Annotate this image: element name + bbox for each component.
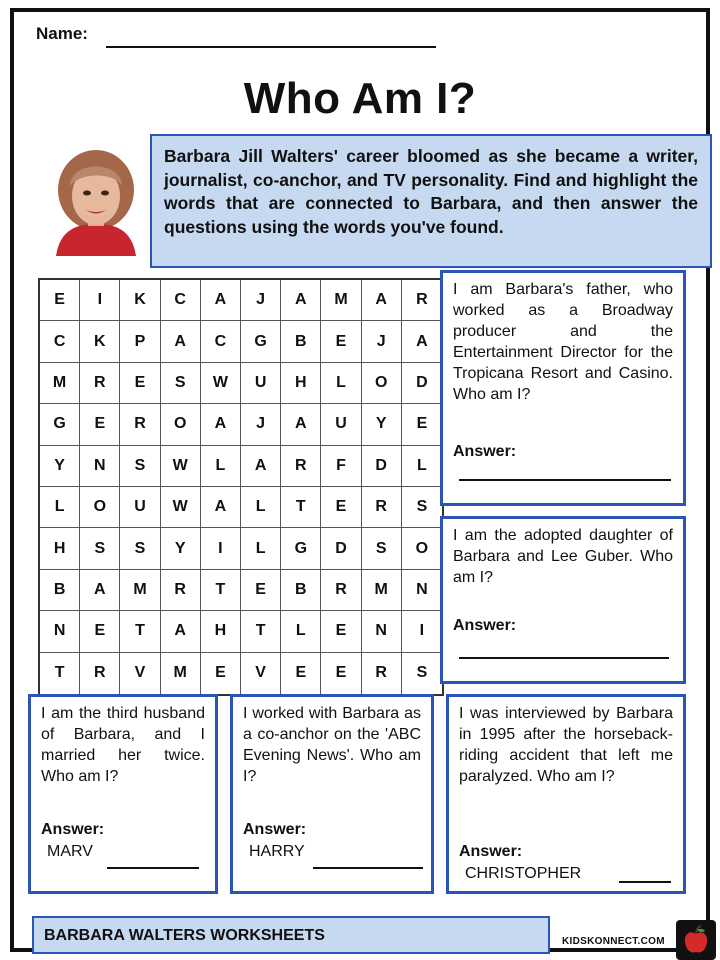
question-text-5: I was interviewed by Barbara in 1995 after the horseback-riding accident that left me paralyzed. Who am I?: [459, 705, 673, 785]
grid-cell[interactable]: E: [241, 570, 281, 611]
grid-cell[interactable]: I: [201, 528, 241, 569]
answer-line-2[interactable]: [459, 657, 669, 659]
grid-cell[interactable]: V: [120, 653, 160, 694]
question-box-2: [440, 516, 686, 684]
question-text-4: I worked with Barbara as a co-anchor on the 'ABC Evening News'. Who am I?: [243, 705, 421, 785]
grid-cell[interactable]: G: [40, 404, 80, 445]
answer-line-1[interactable]: [459, 479, 671, 481]
grid-cell[interactable]: D: [362, 446, 402, 487]
grid-cell[interactable]: Y: [362, 404, 402, 445]
grid-cell[interactable]: K: [120, 280, 160, 321]
grid-cell[interactable]: V: [241, 653, 281, 694]
name-label: Name:: [36, 24, 88, 43]
intro-box: Barbara Jill Walters' career bloomed as she became a writer, journalist, co-anchor, and TV personality. Find and highlight the words that are connected to Barbara, and then answer the questions using the words you've found.: [150, 134, 712, 268]
grid-cell[interactable]: D: [402, 363, 442, 404]
grid-cell[interactable]: J: [362, 321, 402, 362]
grid-cell[interactable]: U: [120, 487, 160, 528]
word-search-grid[interactable]: [38, 278, 444, 696]
page-title: Who Am I?: [243, 74, 477, 123]
question-text-3: I am the third husband of Barbara, and I married her twice. Who am I?: [41, 705, 205, 785]
question-text-2: I am the adopted daughter of Barbara and Lee Guber. Who am I?: [453, 527, 673, 586]
grid-cell[interactable]: E: [321, 487, 361, 528]
answer-value-5[interactable]: CHRISTOPHER: [465, 865, 582, 882]
question-box-1: [440, 270, 686, 506]
grid-cell[interactable]: A: [80, 570, 120, 611]
grid-cell[interactable]: R: [120, 404, 160, 445]
grid-cell[interactable]: N: [362, 611, 402, 652]
grid-cell[interactable]: K: [80, 321, 120, 362]
grid-cell[interactable]: E: [80, 404, 120, 445]
grid-cell[interactable]: S: [120, 446, 160, 487]
grid-cell[interactable]: R: [161, 570, 201, 611]
grid-cell[interactable]: O: [80, 487, 120, 528]
grid-cell[interactable]: A: [281, 404, 321, 445]
grid-cell[interactable]: T: [120, 611, 160, 652]
grid-cell[interactable]: T: [281, 487, 321, 528]
grid-cell[interactable]: R: [402, 280, 442, 321]
grid-cell[interactable]: A: [201, 280, 241, 321]
grid-cell[interactable]: L: [402, 446, 442, 487]
grid-cell[interactable]: Y: [40, 446, 80, 487]
grid-cell[interactable]: A: [362, 280, 402, 321]
answer-label-5: Answer:: [459, 843, 523, 860]
grid-cell[interactable]: A: [161, 321, 201, 362]
footer-title: BARBARA WALTERS WORKSHEETS: [32, 916, 550, 954]
grid-cell[interactable]: C: [161, 280, 201, 321]
grid-cell[interactable]: M: [161, 653, 201, 694]
grid-cell[interactable]: N: [402, 570, 442, 611]
grid-cell[interactable]: A: [281, 280, 321, 321]
grid-cell[interactable]: M: [40, 363, 80, 404]
answer-value-3[interactable]: MARV: [47, 843, 93, 860]
grid-cell[interactable]: M: [321, 280, 361, 321]
grid-cell[interactable]: R: [362, 487, 402, 528]
name-line[interactable]: [106, 46, 436, 48]
grid-cell[interactable]: F: [321, 446, 361, 487]
answer-line-5[interactable]: [619, 881, 671, 883]
grid-cell[interactable]: G: [241, 321, 281, 362]
grid-cell[interactable]: H: [40, 528, 80, 569]
grid-cell[interactable]: E: [321, 321, 361, 362]
grid-cell[interactable]: S: [416, 664, 428, 682]
grid-cell[interactable]: B: [40, 570, 80, 611]
grid-cell[interactable]: E: [281, 653, 321, 694]
grid-cell[interactable]: O: [161, 404, 201, 445]
answer-label-4: Answer:: [243, 821, 307, 838]
grid-cell[interactable]: L: [40, 487, 80, 528]
grid-cell[interactable]: S: [120, 528, 160, 569]
brand-text[interactable]: KIDSKONNECT.COM: [562, 936, 665, 947]
grid-cell[interactable]: P: [120, 321, 160, 362]
grid-cell[interactable]: U: [241, 363, 281, 404]
grid-cell[interactable]: E: [321, 611, 361, 652]
question-box-3: [28, 694, 218, 894]
grid-cell[interactable]: I: [80, 280, 120, 321]
grid-cell[interactable]: B: [281, 321, 321, 362]
grid-cell[interactable]: G: [281, 528, 321, 569]
grid-cell[interactable]: R: [80, 363, 120, 404]
grid-cell[interactable]: T: [241, 611, 281, 652]
grid-cell[interactable]: H: [201, 611, 241, 652]
grid-cell[interactable]: S: [80, 528, 120, 569]
grid-cell[interactable]: N: [40, 611, 80, 652]
grid-cell[interactable]: L: [241, 528, 281, 569]
grid-cell[interactable]: J: [241, 404, 281, 445]
grid-cell[interactable]: I: [402, 611, 442, 652]
grid-cell[interactable]: D: [321, 528, 361, 569]
grid-cell[interactable]: L: [281, 611, 321, 652]
grid-cell[interactable]: M: [120, 570, 160, 611]
grid-cell[interactable]: S: [362, 528, 402, 569]
grid-cell[interactable]: U: [321, 404, 361, 445]
grid-cell[interactable]: S: [161, 363, 201, 404]
grid-cell[interactable]: A: [201, 487, 241, 528]
answer-label-3: Answer:: [41, 821, 105, 838]
grid-cell[interactable]: E: [321, 653, 361, 694]
grid-cell[interactable]: R: [80, 653, 120, 694]
grid-cell[interactable]: A: [161, 611, 201, 652]
answer-line-3[interactable]: [107, 867, 199, 869]
grid-cell[interactable]: W: [161, 487, 201, 528]
grid-cell[interactable]: M: [362, 570, 402, 611]
grid-cell[interactable]: B: [281, 570, 321, 611]
apple-icon: [676, 920, 716, 960]
grid-cell[interactable]: E: [80, 611, 120, 652]
grid-cell[interactable]: L: [201, 446, 241, 487]
worksheet-page: [10, 8, 710, 952]
grid-cell[interactable]: R: [362, 653, 402, 694]
grid-cell[interactable]: E: [201, 653, 241, 694]
grid-cell[interactable]: E: [120, 363, 160, 404]
grid-cell[interactable]: W: [161, 446, 201, 487]
answer-value-4[interactable]: HARRY: [249, 843, 305, 860]
question-box-4: [230, 694, 434, 894]
question-box-5: [446, 694, 686, 894]
grid-cell[interactable]: E: [402, 404, 442, 445]
grid-cell[interactable]: O: [362, 363, 402, 404]
grid-cell[interactable]: L: [321, 363, 361, 404]
grid-cell[interactable]: A: [402, 321, 442, 362]
grid-cell[interactable]: A: [201, 404, 241, 445]
grid-cell[interactable]: N: [80, 446, 120, 487]
portrait-icon: [50, 144, 142, 256]
grid-cell[interactable]: O: [402, 528, 442, 569]
answer-label-1: Answer:: [453, 443, 517, 460]
grid-cell[interactable]: C: [201, 321, 241, 362]
grid-cell[interactable]: R: [321, 570, 361, 611]
grid-cell[interactable]: Y: [161, 528, 201, 569]
grid-cell[interactable]: S: [402, 487, 442, 528]
grid-cell[interactable]: E: [40, 280, 80, 321]
answer-label-2: Answer:: [453, 617, 517, 634]
grid-cell[interactable]: C: [40, 321, 80, 362]
grid-cell[interactable]: R: [281, 446, 321, 487]
grid-cell[interactable]: L: [241, 487, 281, 528]
grid-cell[interactable]: W: [201, 363, 241, 404]
grid-cell[interactable]: T: [201, 570, 241, 611]
grid-cell[interactable]: A: [241, 446, 281, 487]
grid-cell[interactable]: T: [40, 653, 80, 694]
answer-line-4[interactable]: [313, 867, 423, 869]
question-text-1: I am Barbara's father, who worked as a Broadway producer and the Entertainment Director for the Tropicana Resort and Casino. Who am I?: [453, 281, 673, 403]
grid-cell[interactable]: H: [281, 363, 321, 404]
grid-cell[interactable]: J: [241, 280, 281, 321]
